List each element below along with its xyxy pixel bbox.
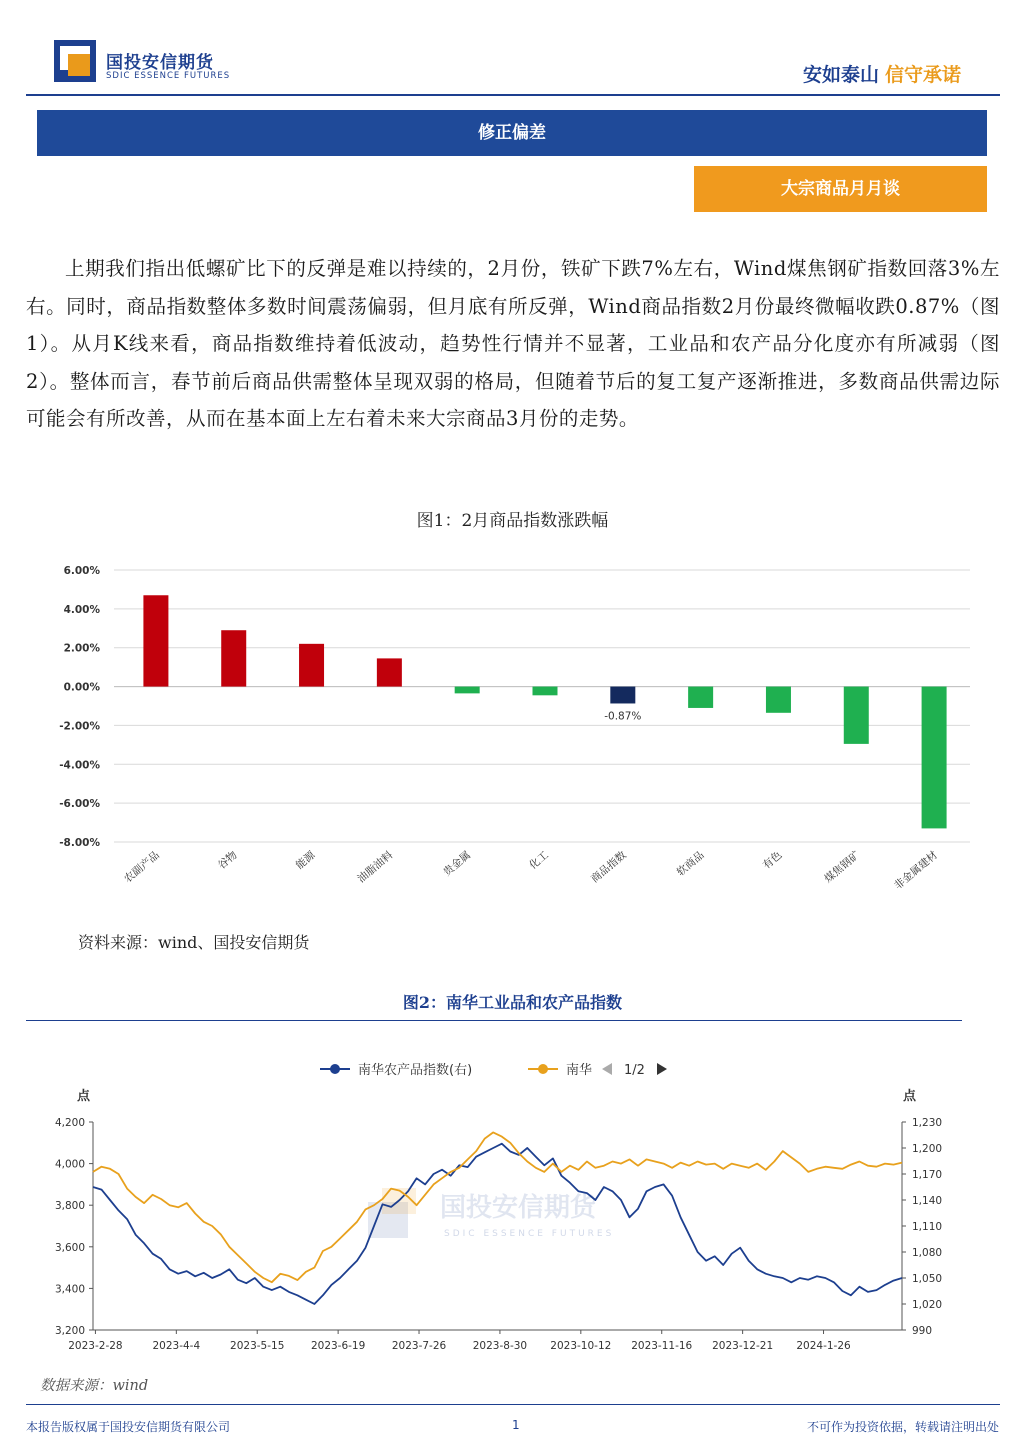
bar [377,658,402,686]
x-tick-label: 有色 [760,849,785,872]
y-tick-label: 6.00% [63,565,100,577]
section-title-banner: 修正偏差 [37,110,987,156]
right-tick-label: 1,170 [912,1169,943,1181]
left-tick-label: 4,200 [54,1117,85,1129]
y-tick-label: -8.00% [59,837,100,849]
footer-copyright: 本报告版权属于国投安信期货有限公司 [26,1420,231,1434]
x-tick-label: 谷物 [215,849,240,872]
left-axis-unit: 点 [77,1089,91,1104]
legend-label-ag: 南华农产品指数(右) [358,1063,473,1078]
left-tick-label: 3,200 [54,1325,85,1337]
right-axis-unit: 点 [903,1089,917,1104]
y-tick-label: 0.00% [63,681,100,694]
figure2-divider [26,1020,962,1021]
left-tick-label: 3,800 [54,1200,85,1213]
bar [299,644,324,687]
bar [221,630,246,686]
x-tick-label: 2024-1-26 [796,1340,851,1352]
figure2-title: 图2：南华工业品和农产品指数 [402,993,623,1012]
series-line-agricultural [93,1144,902,1304]
right-tick-label: 1,140 [912,1195,943,1207]
x-tick-label: 油脂油料 [355,849,396,886]
bar [766,687,791,713]
page-header [0,0,1025,100]
x-tick-label: 2023-4-4 [152,1340,201,1352]
bar [844,687,869,744]
x-tick-label: 贵金属 [441,849,474,879]
y-tick-label: -6.00% [59,798,100,811]
x-tick-label: 非金属建材 [892,849,941,893]
page-number: 1 [512,1418,520,1432]
bar [455,687,480,694]
y-tick-label: 2.00% [63,642,100,655]
company-logo-icon [54,40,96,82]
x-tick-label: 2023-2-28 [68,1340,123,1352]
figure2-line-chart [0,1030,1025,1365]
figure1-bar-chart [0,550,1025,920]
slogan-part1: 安如泰山 [802,64,879,86]
x-tick-label: 2023-11-16 [631,1340,693,1352]
figure1-source: 资料来源：wind、国投安信期货 [78,933,310,952]
bar [922,687,947,829]
x-tick-label: 2023-12-21 [712,1340,774,1352]
data-label: -0.87% [604,710,642,723]
legend-label-ind: 南华 [566,1063,593,1078]
legend-pager: 1/2 [624,1063,645,1078]
right-tick-label: 1,050 [912,1273,943,1285]
x-tick-label: 2023-7-26 [391,1340,447,1352]
watermark-text: 国投安信期货 [440,1193,597,1223]
figure1-title: 图1：2月商品指数涨跌幅 [416,511,609,531]
right-tick-label: 1,080 [912,1247,943,1259]
legend-prev-icon [602,1063,612,1075]
x-tick-label: 2023-8-30 [472,1340,528,1352]
left-tick-label: 3,600 [54,1241,85,1254]
right-tick-label: 1,230 [912,1117,943,1129]
watermark-text-en: SDIC ESSENCE FUTURES [444,1229,615,1239]
company-name-en: SDIC ESSENCE FUTURES [106,71,231,81]
slogan [803,60,961,87]
x-tick-label: 软商品 [674,849,707,879]
slogan-part2: 信守承诺 [884,64,961,86]
header-divider [26,94,1000,96]
body-paragraph: 上期我们指出低螺矿比下的反弹是难以持续的，2月份，铁矿下跌7%左右，Wind煤焦钢矿指数回落3%左右。同时，商品指数整体多数时间震荡偏弱，但月底有所反弹，Wind商品指数2月份最终微幅收跌0.87%（图1）。从月K线来看，商品指数维持着低波动，趋势性行情并不显著，工业品和农产品分化度亦有所减弱（图2）。整体而言，春节前后商品供需整体呈现双弱的格局，但随着节后的复工复产逐渐推进，多数商品供需边际可能会有所改善，从而在基本面上左右着未来大宗商品3月份的走势。 [26,257,1000,430]
column-tag-banner: 大宗商品月月谈 [694,166,987,212]
legend-marker-ind [538,1064,548,1074]
legend-marker-ag [330,1064,340,1074]
company-name-cn: 国投安信期货 [106,53,214,73]
bar [533,687,558,696]
right-tick-label: 990 [912,1325,933,1337]
x-tick-label: 2023-10-12 [550,1340,612,1352]
y-tick-label: -2.00% [59,720,100,733]
bar [688,687,713,708]
footer-divider [26,1404,1000,1405]
x-tick-label: 能源 [293,849,318,872]
y-tick-label: -4.00% [59,759,100,772]
right-tick-label: 1,020 [912,1299,943,1311]
x-tick-label: 2023-6-19 [310,1340,366,1352]
figure2-source: 数据来源：wind [40,1378,149,1394]
left-tick-label: 4,000 [54,1158,85,1171]
bar [143,595,168,686]
bar [610,687,635,704]
x-tick-label: 农副产品 [121,849,162,886]
x-tick-label: 商品指数 [588,849,629,886]
x-tick-label: 化工 [527,849,551,872]
footer-disclaimer: 不可作为投资依据，转载请注明出处 [806,1420,999,1434]
x-tick-label: 煤焦钢矿 [822,849,863,886]
right-tick-label: 1,110 [912,1221,943,1233]
legend-next-icon [657,1063,667,1075]
x-tick-label: 2023-5-15 [230,1340,285,1352]
left-tick-label: 3,400 [54,1283,85,1296]
y-tick-label: 4.00% [63,603,100,616]
right-tick-label: 1,200 [912,1143,943,1155]
